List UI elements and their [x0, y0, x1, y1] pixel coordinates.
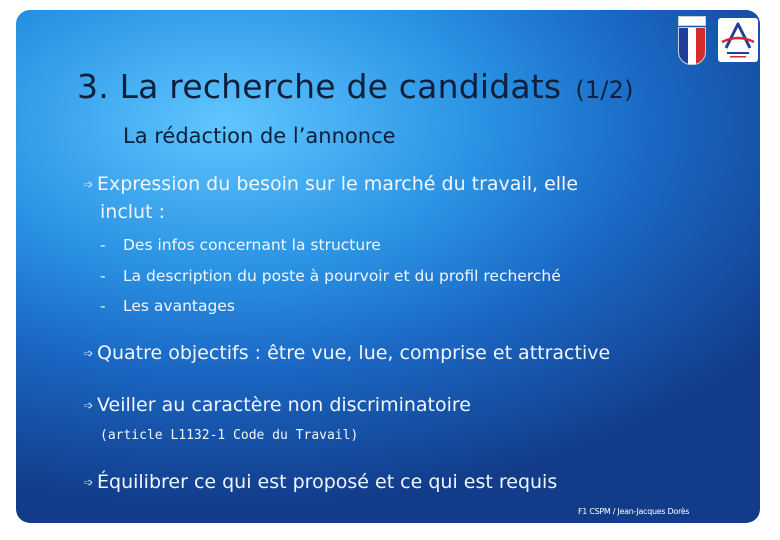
logos — [668, 16, 760, 66]
federation-emblem-icon — [718, 18, 758, 62]
sub-item-structure: - Des infos concernant la structure — [100, 236, 381, 254]
bullet-equilibrer: ➩ Équilibrer ce qui est proposé et ce qui est requis — [84, 471, 558, 493]
arrow-bullet-icon: ➩ — [84, 476, 94, 489]
slide-footer: F1 CSPM / Jean-Jacques Dorès — [578, 507, 690, 516]
slide-subtitle: La rédaction de l’annonce — [123, 124, 396, 148]
sub-item-description: - La description du poste à pourvoir et du profil recherché — [100, 267, 561, 285]
bullet-objectifs: ➩ Quatre objectifs : être vue, lue, comprise et attractive — [84, 342, 611, 364]
bullet-expression-continued: inclut : — [100, 201, 165, 223]
sub-item-avantages: - Les avantages — [100, 297, 235, 315]
legal-reference-note: (article L1132-1 Code du Travail) — [100, 428, 359, 443]
arrow-bullet-icon: ➩ — [84, 347, 94, 360]
arrow-bullet-icon: ➩ — [84, 399, 94, 412]
bullet-expression: ➩ Expression du besoin sur le marché du travail, elle — [84, 173, 579, 195]
arrow-bullet-icon: ➩ — [84, 178, 94, 191]
bullet-discrimination: ➩ Veiller au caractère non discriminatoire — [84, 394, 471, 416]
slide-title-part: (1/2) — [575, 76, 634, 104]
slide-title: 3. La recherche de candidats (1/2) — [77, 67, 634, 106]
police-crest-icon — [678, 16, 706, 62]
